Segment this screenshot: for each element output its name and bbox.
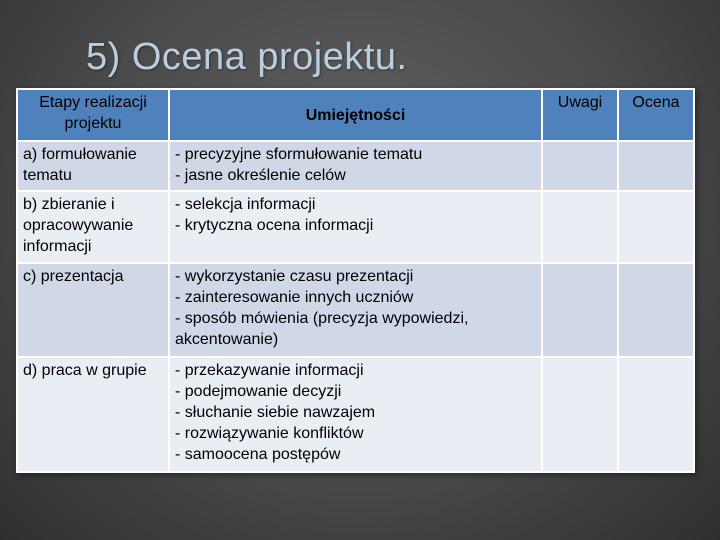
stage-cell: a) formułowanie tematu — [17, 141, 169, 191]
skill-line: - rozwiązywanie konfliktów — [175, 425, 364, 442]
skill-line: - precyzyjne sformułowanie tematu — [175, 146, 423, 163]
header-etapy: Etapy realizacji projektu — [17, 89, 169, 141]
skills-cell — [169, 357, 542, 472]
ocena-cell[interactable] — [618, 141, 694, 191]
skills-cell — [169, 191, 542, 263]
skill-line: - przekazywanie informacji — [175, 362, 364, 379]
table-row — [17, 141, 694, 191]
header-ocena: Ocena — [618, 89, 694, 141]
ocena-cell[interactable] — [618, 191, 694, 263]
skill-line: - słuchanie siebie nawzajem — [175, 404, 376, 421]
header-umiejetnosci: Umiejętności — [169, 89, 542, 141]
skill-line: akcentowanie) — [175, 331, 279, 348]
ocena-cell[interactable] — [618, 263, 694, 357]
header-uwagi: Uwagi — [542, 89, 618, 141]
skill-line: - jasne określenie celów — [175, 167, 346, 184]
skills-cell — [169, 141, 542, 191]
skill-line: - zainteresowanie innych uczniów — [175, 289, 414, 306]
skill-line: - wykorzystanie czasu prezentacji — [175, 268, 414, 285]
skill-line: - samoocena postępów — [175, 446, 341, 463]
skill-line: - podejmowanie decyzji — [175, 383, 342, 400]
skill-line: - selekcja informacji — [175, 196, 316, 213]
stage-cell: c) prezentacja — [17, 263, 169, 357]
evaluation-table — [16, 88, 695, 473]
skill-line: - sposób mówienia (precyzja wypowiedzi, — [175, 310, 469, 327]
table-row — [17, 357, 694, 472]
table-row — [17, 191, 694, 263]
skills-cell — [169, 263, 542, 357]
table-row — [17, 263, 694, 357]
uwagi-cell[interactable] — [542, 191, 618, 263]
uwagi-cell[interactable] — [542, 141, 618, 191]
skill-line: - krytyczna ocena informacji — [175, 217, 374, 234]
uwagi-cell[interactable] — [542, 263, 618, 357]
uwagi-cell[interactable] — [542, 357, 618, 472]
stage-cell: b) zbieranie i opracowywanie informacji — [17, 191, 169, 263]
stage-cell: d) praca w grupie — [17, 357, 169, 472]
ocena-cell[interactable] — [618, 357, 694, 472]
slide-title: 5) Ocena projektu. — [86, 36, 408, 78]
